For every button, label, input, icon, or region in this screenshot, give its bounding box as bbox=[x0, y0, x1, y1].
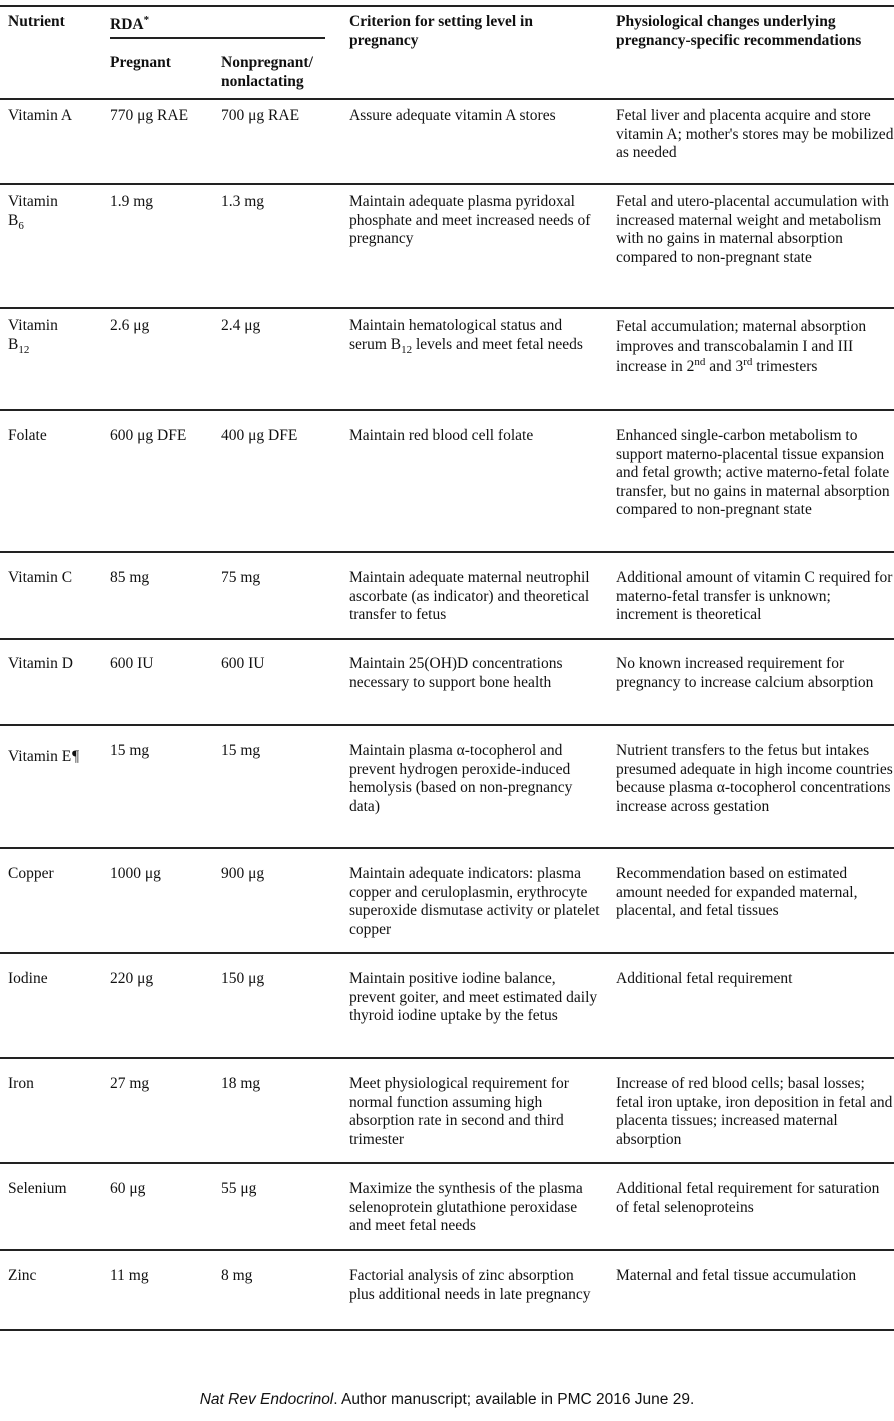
row-divider bbox=[0, 638, 894, 640]
criterion-cell: Maintain 25(OH)D concentrations necessary to support bone health bbox=[349, 655, 563, 691]
physiological-cell: Recommendation based on estimated amount needed for expanded maternal, placental, and fetal tissues bbox=[616, 865, 858, 920]
row-divider bbox=[0, 952, 894, 954]
row-divider bbox=[0, 1249, 894, 1251]
physiological-cell: Additional fetal requirement bbox=[616, 970, 793, 987]
pregnant-cell: 15 mg bbox=[110, 742, 150, 759]
nutrient-cell: Iodine bbox=[8, 970, 48, 987]
nonpregnant-cell: 600 IU bbox=[221, 655, 265, 672]
physiological-cell: Nutrient transfers to the fetus but intakes presumed adequate in high income countries because plasma α-tocopherol concentrations increase across gestation bbox=[616, 742, 893, 815]
criterion-cell: Maintain plasma α-tocopherol and prevent hydrogen peroxide-induced hemolysis (based on non-pregnancy data) bbox=[349, 742, 573, 815]
nonpregnant-cell: 900 μg bbox=[221, 865, 265, 882]
nonpregnant-cell: 2.4 μg bbox=[221, 317, 261, 334]
nonpregnant-cell: 8 mg bbox=[221, 1267, 253, 1284]
row-divider bbox=[0, 183, 894, 185]
pregnant-cell: 2.6 μg bbox=[110, 317, 150, 334]
header-criterion: Criterion for setting level in pregnancy bbox=[349, 13, 533, 49]
nonpregnant-cell: 18 mg bbox=[221, 1075, 261, 1092]
nonpregnant-cell: 400 μg DFE bbox=[221, 427, 298, 444]
nutrient-cell: Vitamin A bbox=[8, 107, 73, 124]
pregnant-cell: 60 μg bbox=[110, 1180, 146, 1197]
physiological-cell: Additional amount of vitamin C required for materno-fetal transfer is unknown; increment is theoretical bbox=[616, 569, 893, 624]
criterion-cell: Maintain adequate plasma pyridoxal phosphate and meet increased needs of pregnancy bbox=[349, 193, 591, 248]
header-pregnant: Pregnant bbox=[110, 54, 171, 71]
physiological-cell: Fetal liver and placenta acquire and store vitamin A; mother's stores may be mobilized as needed bbox=[616, 107, 894, 162]
nonpregnant-cell: 15 mg bbox=[221, 742, 261, 759]
pregnant-cell: 1.9 mg bbox=[110, 193, 154, 210]
physiological-cell: No known increased requirement for pregnancy to increase calcium absorption bbox=[616, 655, 874, 691]
criterion-cell: Maintain hematological status and serum $B_{12}$ levels and meet fetal needs bbox=[349, 317, 583, 356]
row-divider bbox=[0, 307, 894, 309]
vitamin-e-footnote-mark: ¶ bbox=[71, 748, 80, 765]
nonpregnant-cell: 700 μg RAE bbox=[221, 107, 300, 124]
criterion-cell: Meet physiological requirement for normal function assuming high absorption rate in second and third trimester bbox=[349, 1075, 569, 1148]
rda-rule bbox=[110, 37, 325, 39]
footer-text: . Author manuscript; available in PMC 2016 June 29. bbox=[333, 1391, 695, 1408]
row-divider bbox=[0, 1162, 894, 1164]
header-physiological: Physiological changes underlying pregnancy-specific recommendations bbox=[616, 13, 862, 49]
row-divider bbox=[0, 98, 894, 100]
criterion-cell: Maximize the synthesis of the plasma selenoprotein glutathione peroxidase and meet fetal needs bbox=[349, 1180, 583, 1235]
pregnant-cell: 770 μg RAE bbox=[110, 107, 189, 124]
nutrient-cell: Zinc bbox=[8, 1267, 37, 1284]
table-bottom-rule bbox=[0, 1329, 894, 1331]
pregnant-cell: 1000 μg bbox=[110, 865, 161, 882]
row-divider bbox=[0, 409, 894, 411]
page-footer bbox=[0, 1391, 894, 1410]
nonpregnant-cell: 55 μg bbox=[221, 1180, 257, 1197]
physiological-cell: Maternal and fetal tissue accumulation bbox=[616, 1267, 857, 1284]
physiological-cell: Additional fetal requirement for saturation of fetal selenoproteins bbox=[616, 1180, 880, 1216]
nutrient-cell: Vitamin E¶ bbox=[8, 748, 80, 765]
pregnant-cell: 11 mg bbox=[110, 1267, 149, 1284]
row-divider bbox=[0, 847, 894, 849]
nutrient-cell: Selenium bbox=[8, 1180, 67, 1197]
header-rda: RDA* bbox=[110, 13, 150, 33]
criterion-cell: Factorial analysis of zinc absorption plus additional needs in late pregnancy bbox=[349, 1267, 591, 1303]
table-top-rule bbox=[0, 5, 894, 7]
nutrient-cell: Folate bbox=[8, 427, 47, 444]
pregnant-cell: 220 μg bbox=[110, 970, 154, 987]
criterion-cell: Maintain red blood cell folate bbox=[349, 427, 534, 444]
nonpregnant-cell: 150 μg bbox=[221, 970, 265, 987]
row-divider bbox=[0, 724, 894, 726]
header-nonpregnant: Nonpregnant/ nonlactating bbox=[221, 54, 313, 90]
nutrient-cell: Vitamin C bbox=[8, 569, 73, 586]
pregnant-cell: 85 mg bbox=[110, 569, 150, 586]
nutrient-cell: Copper bbox=[8, 865, 54, 882]
criterion-cell: Maintain adequate maternal neutrophil ascorbate (as indicator) and theoretical transfer to fetus bbox=[349, 569, 590, 624]
row-divider bbox=[0, 1057, 894, 1059]
pregnant-cell: 600 IU bbox=[110, 655, 154, 672]
physiological-cell: Fetal and utero-placental accumulation with increased maternal weight and metabolism with no gains in maternal absorption compared to non-pregnant state bbox=[616, 193, 889, 266]
pregnant-cell: 600 μg DFE bbox=[110, 427, 187, 444]
rda-footnote-mark: * bbox=[143, 13, 150, 26]
nonpregnant-cell: 1.3 mg bbox=[221, 193, 265, 210]
row-divider bbox=[0, 551, 894, 553]
nutrient-cell: Iron bbox=[8, 1075, 34, 1092]
header-nutrient: Nutrient bbox=[8, 13, 65, 30]
nonpregnant-cell: 75 mg bbox=[221, 569, 261, 586]
criterion-cell: Maintain adequate indicators: plasma copper and ceruloplasmin, erythrocyte superoxide dismutase activity or platelet copper bbox=[349, 865, 600, 938]
nutrient-cell: Vitamin $B_{12}$ bbox=[8, 317, 58, 356]
physiological-cell: Increase of red blood cells; basal losses; fetal iron uptake, iron deposition in fetal and placenta tissues; increased maternal absorption bbox=[616, 1075, 893, 1148]
pregnant-cell: 27 mg bbox=[110, 1075, 150, 1092]
physiological-cell: Fetal accumulation; maternal absorption improves and transcobalamin I and III increase in 2nd and 3rd trimesters bbox=[616, 318, 867, 375]
physiological-cell: Enhanced single-carbon metabolism to support materno-placental tissue expansion and fetal growth; active materno-fetal folate transfer, but no gains in maternal absorption compared to non-pregnant state bbox=[616, 427, 890, 519]
journal-name: Nat Rev Endocrinol bbox=[199, 1391, 334, 1408]
criterion-cell: Maintain positive iodine balance, prevent goiter, and meet estimated daily thyroid iodine uptake by the fetus bbox=[349, 970, 598, 1025]
nutrient-cell: Vitamin $B_6$ bbox=[8, 193, 58, 232]
criterion-cell: Assure adequate vitamin A stores bbox=[349, 107, 556, 124]
nutrient-cell: Vitamin D bbox=[8, 655, 73, 672]
